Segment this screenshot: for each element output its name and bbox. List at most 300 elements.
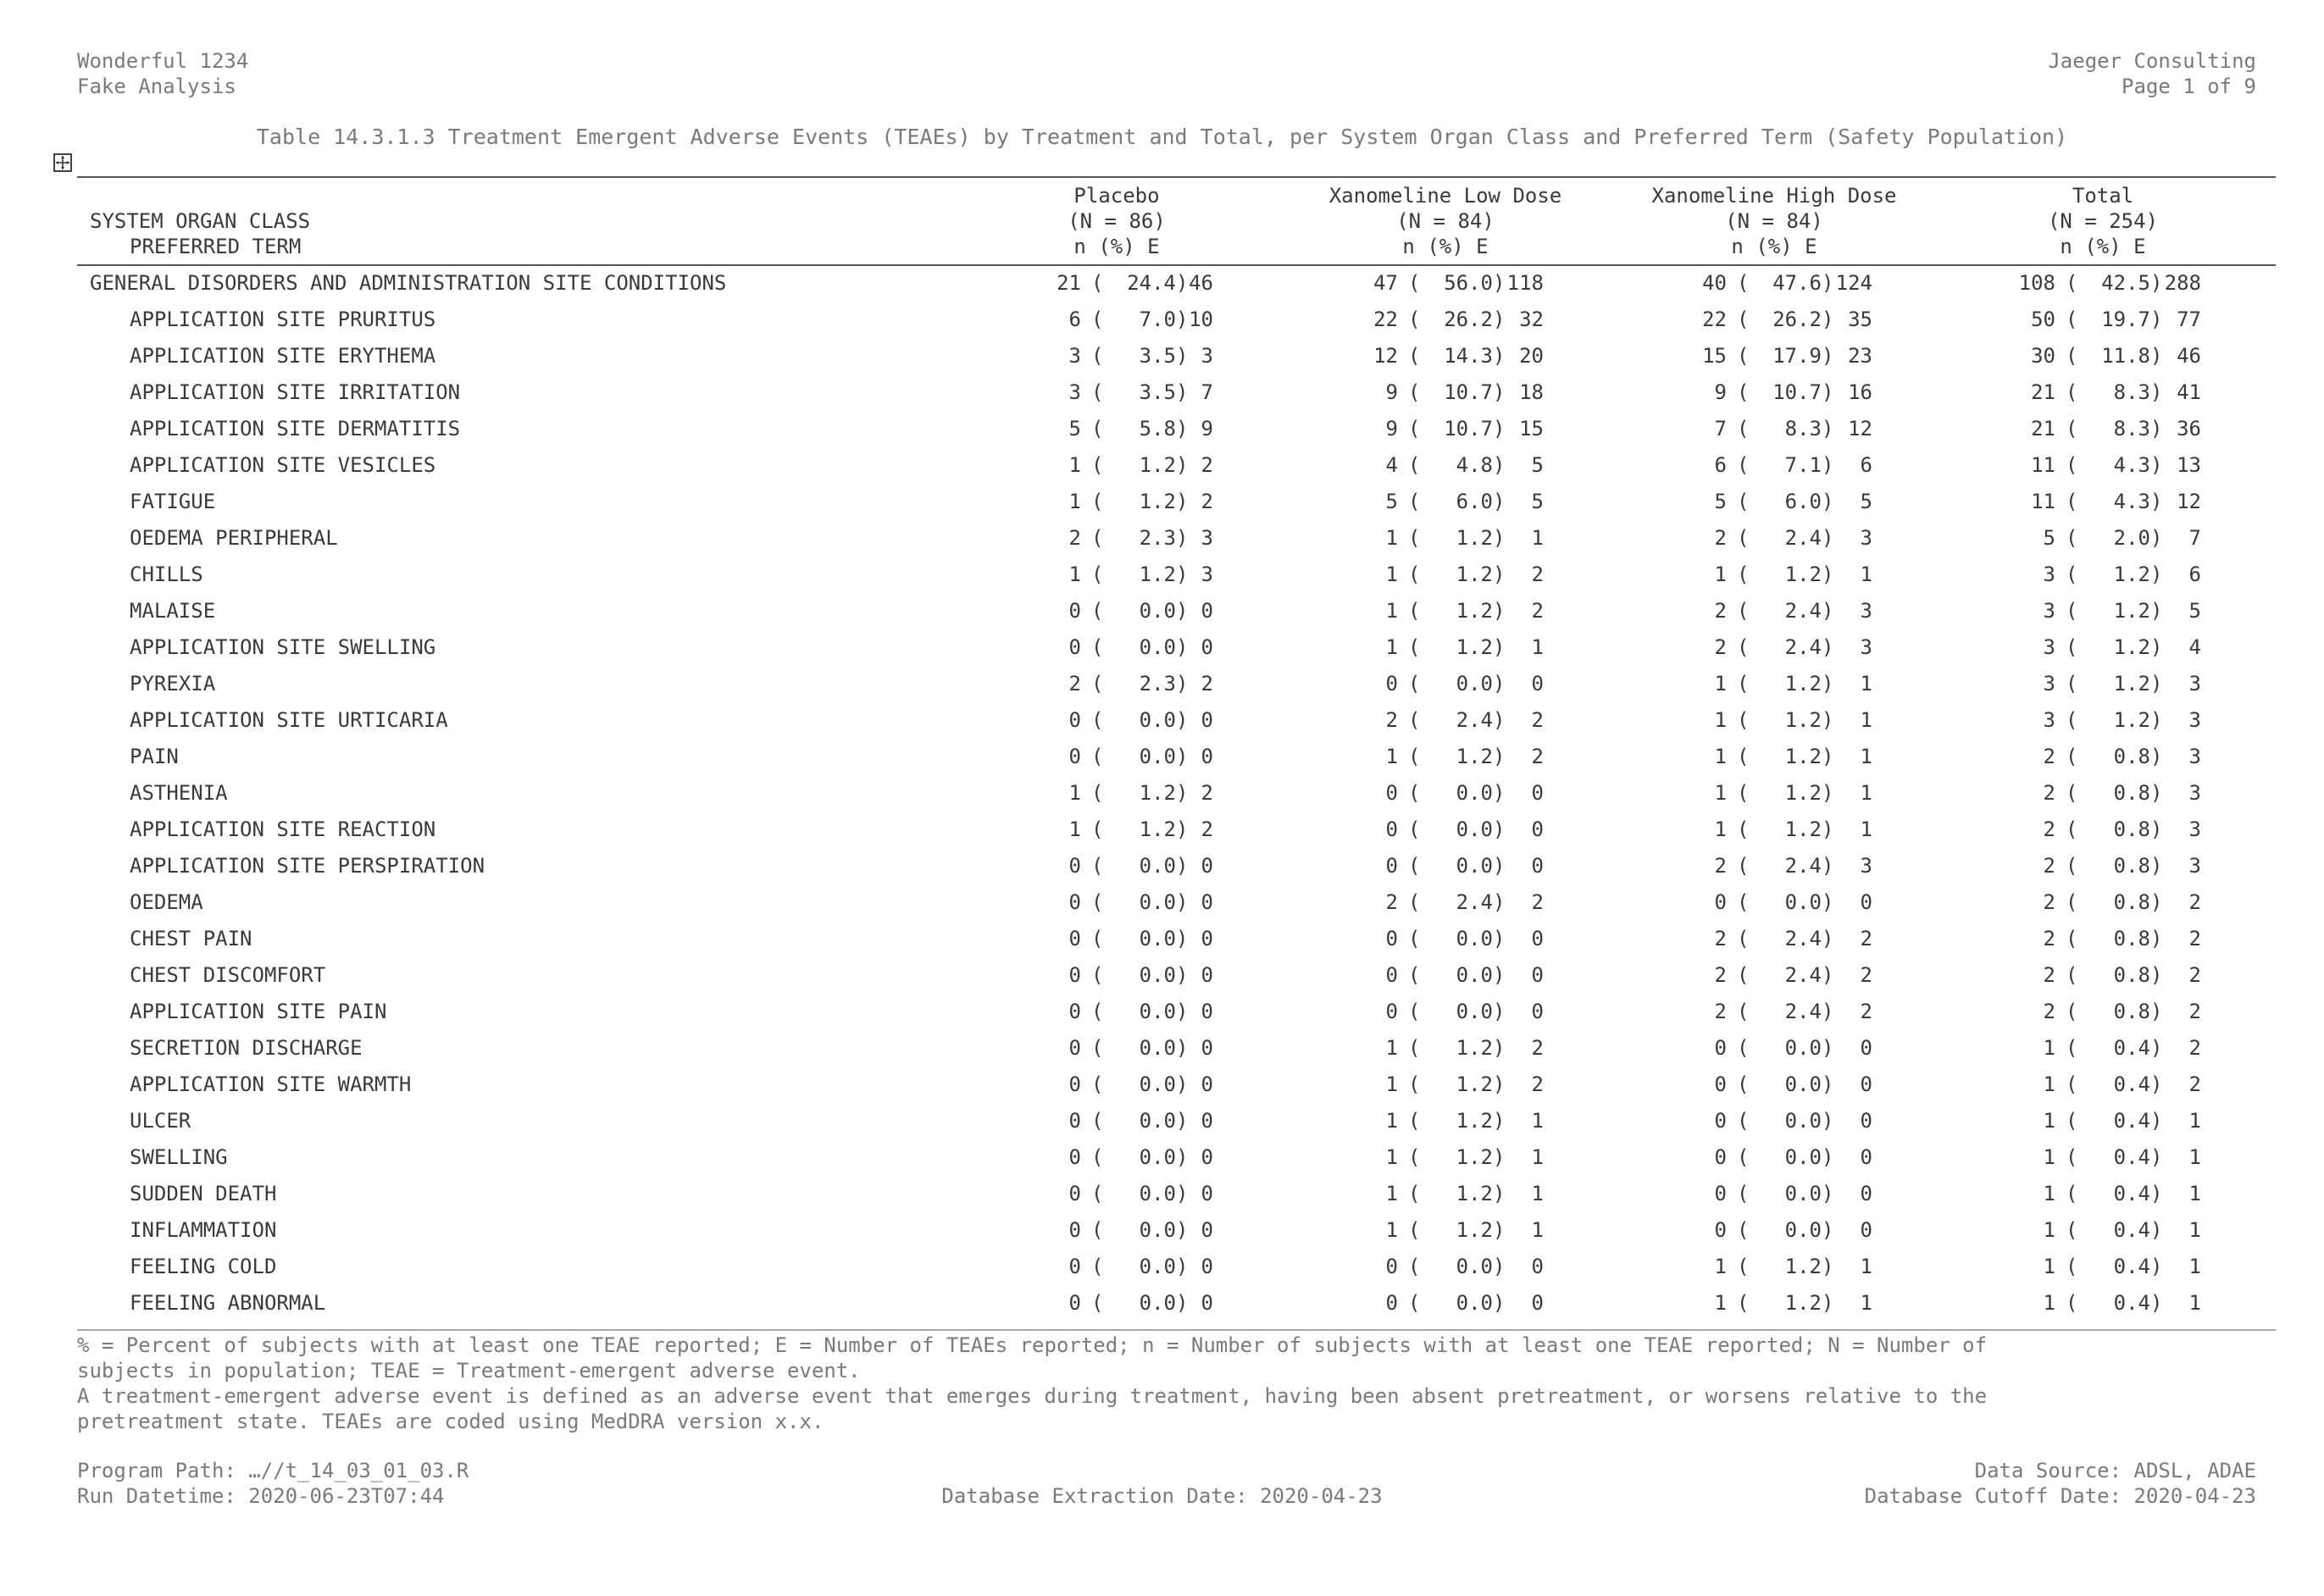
cell-events: 0 [1531,1000,1544,1023]
cell-pct: 0.0 [1139,1000,1176,1023]
paren-open: ( [1408,380,1421,404]
paren-close: ) [2150,308,2163,331]
cell-n: 3 [1068,344,1081,368]
cell-n: 6 [1068,308,1081,331]
cell-events: 1 [1531,526,1544,550]
cell-n: 1 [1385,526,1398,550]
paren-open: ( [1408,562,1421,586]
cell-events: 1 [1860,708,1872,732]
preferred-term: SWELLING [130,1145,228,1169]
paren-open: ( [1737,1036,1750,1060]
paren-close: ) [1176,526,1189,550]
paren-open: ( [1737,344,1750,368]
cell-events: 0 [1531,672,1544,695]
cell-events: 0 [1201,1218,1213,1242]
cell-pct: 0.0 [1456,817,1493,841]
cell-pct: 5.8 [1139,417,1176,441]
paren-open: ( [1091,745,1104,768]
paren-close: ) [2150,745,2163,768]
cell-events: 41 [2177,380,2201,404]
table-row [0,411,2324,446]
paren-close: ) [1493,854,1506,878]
paren-open: ( [2066,927,2078,950]
cell-n: 0 [1714,1072,1727,1096]
cell-n: 1 [1068,817,1081,841]
cell-n: 0 [1714,1109,1727,1133]
cell-n: 2 [1385,708,1398,732]
cell-events: 0 [1201,854,1213,878]
paren-close: ) [1493,344,1506,368]
cell-events: 0 [1201,1255,1213,1278]
paren-close: ) [1493,380,1506,404]
col-header-n-2: (N = 84) [1396,209,1495,233]
cell-events: 2 [2188,1072,2201,1096]
col-header-stat-4: n (%) E [2060,235,2146,258]
paren-close: ) [1176,963,1189,987]
cell-pct: 0.0 [1139,599,1176,623]
cell-pct: 0.0 [1139,1109,1176,1133]
paren-open: ( [1737,526,1750,550]
paren-close: ) [1822,1218,1834,1242]
paren-close: ) [1493,781,1506,805]
cell-n: 1 [1385,1109,1398,1133]
cell-pct: 0.8 [2113,781,2150,805]
cell-events: 0 [1860,1218,1872,1242]
paren-close: ) [2150,635,2163,659]
cell-events: 1 [2188,1218,2201,1242]
cell-pct: 0.0 [1139,1036,1176,1060]
paren-close: ) [1822,1182,1834,1205]
cell-pct: 1.2 [1139,562,1176,586]
paren-close: ) [1493,635,1506,659]
cell-events: 0 [1531,817,1544,841]
cell-n: 2 [1714,927,1727,950]
paren-close: ) [1822,963,1834,987]
cell-pct: 1.2 [1784,781,1822,805]
paren-close: ) [1176,1291,1189,1315]
paren-open: ( [1408,417,1421,441]
cell-n: 2 [1714,854,1727,878]
preferred-term: APPLICATION SITE REACTION [130,817,436,841]
cell-pct: 19.7 [2101,308,2150,331]
cell-n: 0 [1068,635,1081,659]
table-row [0,666,2324,701]
cell-pct: 10.7 [1444,380,1493,404]
cell-pct: 1.2 [1456,745,1493,768]
cell-n: 2 [2043,854,2055,878]
paren-close: ) [2150,927,2163,950]
cell-pct: 3.5 [1139,380,1176,404]
table-row [0,484,2324,519]
cell-pct: 0.0 [1456,672,1493,695]
cell-events: 5 [1531,490,1544,513]
cell-events: 10 [1189,308,1213,331]
table-row [0,593,2324,629]
paren-close: ) [1493,1145,1506,1169]
table-row [0,447,2324,483]
cell-n: 1 [1385,1036,1398,1060]
cell-pct: 8.3 [2113,417,2150,441]
paren-close: ) [2150,1109,2163,1133]
paren-close: ) [1493,526,1506,550]
paren-close: ) [1493,817,1506,841]
cell-n: 2 [2043,963,2055,987]
cell-events: 1 [1531,1145,1544,1169]
cell-pct: 1.2 [1784,817,1822,841]
paren-close: ) [2150,781,2163,805]
paren-close: ) [2150,854,2163,878]
table-row [0,921,2324,956]
cell-pct: 0.0 [1784,890,1822,914]
paren-open: ( [1091,562,1104,586]
paren-open: ( [1091,1109,1104,1133]
cell-pct: 0.8 [2113,963,2150,987]
paren-open: ( [1737,672,1750,695]
cell-n: 0 [1714,1036,1727,1060]
table-row [0,520,2324,556]
paren-close: ) [1822,781,1834,805]
cell-pct: 0.0 [1784,1182,1822,1205]
paren-open: ( [2066,1145,2078,1169]
paren-open: ( [1408,490,1421,513]
paren-open: ( [2066,490,2078,513]
cell-pct: 2.4 [1456,890,1493,914]
cell-pct: 0.0 [1456,854,1493,878]
paren-close: ) [2150,271,2163,295]
table-title: Table 14.3.1.3 Treatment Emergent Adverse Events (TEAEs) by Treatment and Total, per System Organ Class and Preferred Term (Safety Population) [256,125,2068,149]
col-header-n-3: (N = 84) [1725,209,1823,233]
cell-events: 2 [1860,927,1872,950]
footnote-line-2: subjects in population; TEAE = Treatment-emergent adverse event. [77,1359,861,1383]
paren-open: ( [1091,1182,1104,1205]
cell-pct: 1.2 [1784,1291,1822,1315]
preferred-term: ULCER [130,1109,191,1133]
cell-n: 2 [2043,781,2055,805]
table-row [0,1249,2324,1284]
cell-pct: 10.7 [1444,417,1493,441]
cell-pct: 1.2 [1456,562,1493,586]
cell-events: 0 [1201,1036,1213,1060]
cell-n: 0 [1714,1182,1727,1205]
cell-pct: 14.3 [1444,344,1493,368]
cell-events: 2 [2188,1036,2201,1060]
cell-events: 16 [1848,380,1872,404]
cell-pct: 1.2 [2113,672,2150,695]
paren-open: ( [2066,672,2078,695]
cell-pct: 0.8 [2113,854,2150,878]
cell-pct: 0.4 [2113,1255,2150,1278]
cell-events: 0 [1531,1255,1544,1278]
cell-events: 5 [1860,490,1872,513]
cell-pct: 0.0 [1456,1291,1493,1315]
paren-open: ( [1737,635,1750,659]
paren-close: ) [2150,1291,2163,1315]
paren-open: ( [1737,1109,1750,1133]
paren-close: ) [1822,745,1834,768]
paren-close: ) [1822,344,1834,368]
cell-pct: 4.3 [2113,490,2150,513]
cell-pct: 1.2 [2113,708,2150,732]
table-move-handle-icon[interactable] [53,153,72,172]
table-row [0,1285,2324,1321]
cell-events: 0 [1531,1291,1544,1315]
paren-close: ) [1176,1036,1189,1060]
paren-close: ) [1176,635,1189,659]
cell-events: 0 [1531,781,1544,805]
paren-close: ) [1493,1291,1506,1315]
cell-events: 2 [1531,708,1544,732]
paren-open: ( [2066,1036,2078,1060]
paren-close: ) [1176,745,1189,768]
paren-open: ( [2066,635,2078,659]
table-row [0,775,2324,811]
paren-close: ) [2150,708,2163,732]
paren-close: ) [1493,562,1506,586]
paren-open: ( [1408,708,1421,732]
cell-n: 1 [2043,1218,2055,1242]
cell-pct: 0.0 [1784,1109,1822,1133]
cell-events: 1 [1860,817,1872,841]
cell-events: 5 [2188,599,2201,623]
cell-events: 23 [1848,344,1872,368]
cell-n: 1 [1714,781,1727,805]
preferred-term: FEELING ABNORMAL [130,1291,326,1315]
table-row [0,848,2324,884]
cell-pct: 3.5 [1139,344,1176,368]
table-row [0,1176,2324,1211]
preferred-term: MALAISE [130,599,216,623]
cell-n: 2 [1714,1000,1727,1023]
cell-pct: 2.4 [1784,599,1822,623]
cell-events: 15 [1519,417,1544,441]
table-row [0,1030,2324,1066]
cell-n: 0 [1714,1218,1727,1242]
col-header-n-4: (N = 254) [2047,209,2159,233]
paren-open: ( [1091,1145,1104,1169]
paren-open: ( [2066,781,2078,805]
cell-pct: 0.0 [1139,890,1176,914]
cell-n: 1 [1714,1291,1727,1315]
cell-pct: 1.2 [2113,599,2150,623]
cell-pct: 1.2 [1139,817,1176,841]
cell-n: 1 [1714,817,1727,841]
paren-close: ) [1822,271,1834,295]
paren-open: ( [1737,1072,1750,1096]
paren-open: ( [1091,1072,1104,1096]
paren-close: ) [1822,927,1834,950]
cell-events: 1 [2188,1182,2201,1205]
paren-open: ( [1408,635,1421,659]
footnote-line-1: % = Percent of subjects with at least one TEAE reported; E = Number of TEAEs reported; n = Number of subjects with at least one TEAE reported; N = Number of [77,1333,1988,1357]
cell-events: 3 [1860,635,1872,659]
cell-pct: 47.6 [1772,271,1822,295]
stub-header-soc: SYSTEM ORGAN CLASS [90,209,311,233]
paren-open: ( [2066,890,2078,914]
cell-events: 2 [1201,817,1213,841]
cell-n: 0 [1068,1109,1081,1133]
paren-open: ( [1408,526,1421,550]
cell-n: 3 [2043,672,2055,695]
cell-events: 2 [1531,1036,1544,1060]
cell-events: 3 [2188,817,2201,841]
cell-n: 1 [2043,1182,2055,1205]
paren-open: ( [1737,380,1750,404]
cell-pct: 2.0 [2113,526,2150,550]
cell-n: 2 [1714,599,1727,623]
paren-open: ( [1091,890,1104,914]
paren-close: ) [1493,490,1506,513]
table-row [0,374,2324,410]
paren-open: ( [1408,927,1421,950]
cell-n: 2 [1068,526,1081,550]
cell-pct: 1.2 [1456,1109,1493,1133]
paren-close: ) [1493,1072,1506,1096]
cell-events: 9 [1201,417,1213,441]
paren-close: ) [1493,1000,1506,1023]
cell-events: 1 [1860,745,1872,768]
footnote-line-4: pretreatment state. TEAEs are coded using MedDRA version x.x. [77,1410,824,1433]
cell-events: 0 [1201,745,1213,768]
cell-events: 2 [1860,1000,1872,1023]
cell-events: 32 [1519,308,1544,331]
preferred-term: APPLICATION SITE DERMATITIS [130,417,461,441]
cell-pct: 1.2 [1456,1072,1493,1096]
paren-open: ( [1091,526,1104,550]
paren-close: ) [1176,1145,1189,1169]
cell-pct: 2.4 [1784,963,1822,987]
paren-close: ) [1822,672,1834,695]
program-path: Program Path: …//t_14_03_01_03.R [77,1459,469,1482]
paren-open: ( [1408,672,1421,695]
cell-pct: 1.2 [1784,745,1822,768]
preferred-term: APPLICATION SITE SWELLING [130,635,436,659]
cell-n: 0 [1068,745,1081,768]
cell-events: 3 [1860,599,1872,623]
paren-open: ( [1737,745,1750,768]
cell-n: 3 [2043,708,2055,732]
paren-open: ( [1091,1255,1104,1278]
paren-open: ( [1091,963,1104,987]
paren-close: ) [1822,817,1834,841]
paren-open: ( [1091,781,1104,805]
page-number: Page 1 of 9 [2122,75,2256,98]
cell-n: 1 [1068,490,1081,513]
cell-events: 2 [1201,672,1213,695]
cell-pct: 0.0 [1139,854,1176,878]
cell-events: 1 [1531,1182,1544,1205]
cell-pct: 0.0 [1784,1145,1822,1169]
paren-open: ( [1737,1145,1750,1169]
cell-n: 0 [1714,1145,1727,1169]
paren-close: ) [1493,1255,1506,1278]
paren-open: ( [1408,854,1421,878]
cell-n: 0 [1385,781,1398,805]
paren-open: ( [1737,854,1750,878]
cell-events: 3 [1201,526,1213,550]
paren-open: ( [2066,308,2078,331]
cell-pct: 0.8 [2113,890,2150,914]
cell-events: 2 [1531,890,1544,914]
preferred-term: APPLICATION SITE IRRITATION [130,380,461,404]
paren-open: ( [1737,490,1750,513]
cell-n: 2 [2043,1000,2055,1023]
cell-n: 1 [2043,1255,2055,1278]
cell-events: 0 [1201,635,1213,659]
paren-close: ) [1176,599,1189,623]
cell-n: 0 [1385,1255,1398,1278]
data-source: Data Source: ADSL, ADAE [1974,1459,2256,1482]
paren-open: ( [2066,1000,2078,1023]
col-header-stat-2: n (%) E [1402,235,1489,258]
cell-n: 50 [2031,308,2055,331]
paren-close: ) [1176,854,1189,878]
cell-pct: 1.2 [1139,781,1176,805]
cell-pct: 4.8 [1456,453,1493,477]
cell-n: 0 [1068,1218,1081,1242]
preferred-term: APPLICATION SITE ERYTHEMA [130,344,436,368]
cell-n: 5 [1068,417,1081,441]
cell-n: 5 [1385,490,1398,513]
cell-events: 0 [1201,963,1213,987]
preferred-term: ASTHENIA [130,781,228,805]
cell-pct: 17.9 [1772,344,1822,368]
paren-close: ) [1493,1109,1506,1133]
paren-open: ( [1408,1218,1421,1242]
paren-open: ( [2066,380,2078,404]
cell-n: 3 [2043,562,2055,586]
paren-close: ) [1176,1000,1189,1023]
paren-open: ( [1091,380,1104,404]
cell-events: 1 [1531,1109,1544,1133]
paren-open: ( [2066,417,2078,441]
paren-close: ) [1822,599,1834,623]
col-header-n-1: (N = 86) [1068,209,1166,233]
cell-events: 2 [2188,963,2201,987]
company-name: Jaeger Consulting [2048,49,2256,73]
cell-n: 0 [1385,672,1398,695]
cell-events: 2 [2188,1000,2201,1023]
paren-open: ( [1737,1255,1750,1278]
paren-close: ) [1176,1109,1189,1133]
cell-n: 2 [1714,963,1727,987]
table-bottom-rule [77,1329,2276,1331]
cell-pct: 0.0 [1139,1182,1176,1205]
preferred-term: OEDEMA PERIPHERAL [130,526,338,550]
paren-close: ) [1493,963,1506,987]
cell-n: 40 [1702,271,1727,295]
cutoff-date: Database Cutoff Date: 2020-04-23 [1864,1484,2256,1508]
cell-events: 2 [2188,927,2201,950]
paren-open: ( [1091,927,1104,950]
preferred-term: APPLICATION SITE PRURITUS [130,308,436,331]
paren-close: ) [1493,271,1506,295]
cell-n: 1 [2043,1036,2055,1060]
cell-events: 1 [2188,1291,2201,1315]
cell-pct: 6.0 [1784,490,1822,513]
paren-close: ) [1493,708,1506,732]
paren-close: ) [1822,854,1834,878]
cell-n: 5 [1714,490,1727,513]
cell-events: 18 [1519,380,1544,404]
cell-events: 0 [1531,927,1544,950]
cell-n: 6 [1714,453,1727,477]
table-row [0,1139,2324,1175]
cell-pct: 0.0 [1139,745,1176,768]
paren-close: ) [2150,562,2163,586]
cell-n: 3 [2043,635,2055,659]
cell-pct: 7.0 [1139,308,1176,331]
paren-open: ( [1408,1036,1421,1060]
